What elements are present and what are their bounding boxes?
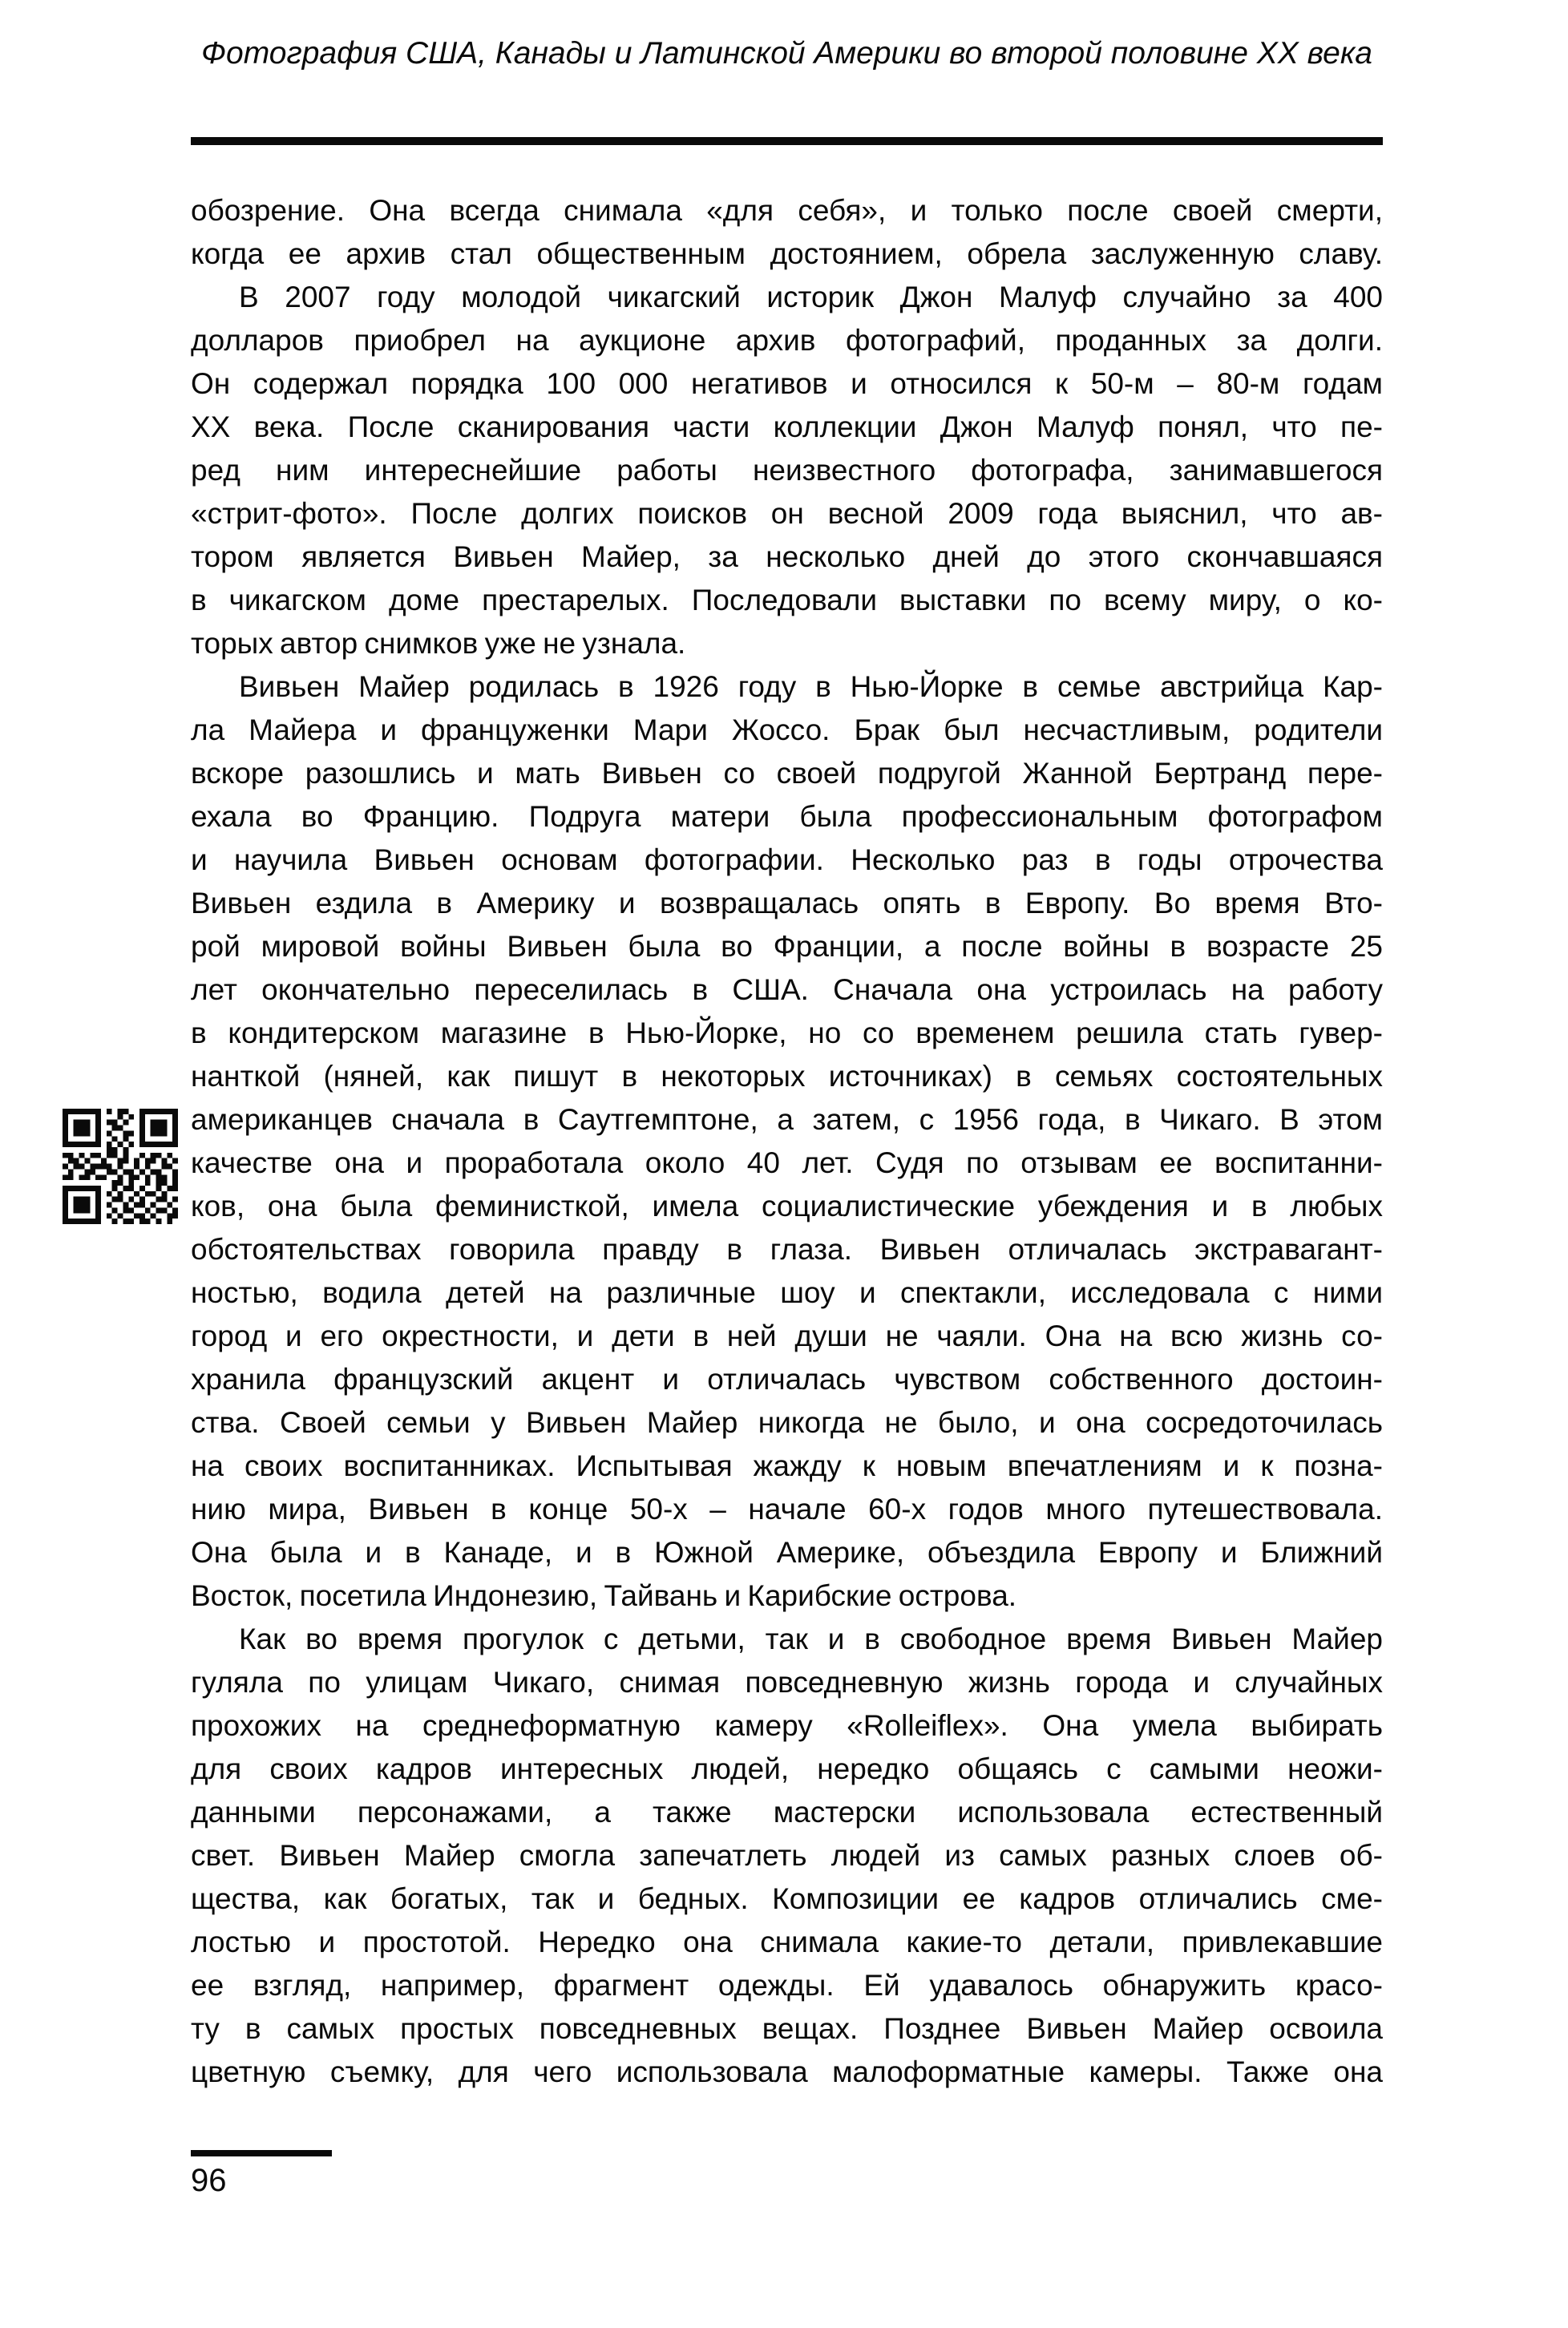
text-line: В 2007 году молодой чикагский историк Джон Малуф случайно за 400	[239, 281, 1383, 313]
text-line: торых автор снимков уже не узнала.	[191, 627, 686, 660]
text-line: Он содержал порядка 100 000 негативов и относился к 50-м – 80-м годам	[191, 367, 1383, 400]
header-rule	[191, 137, 1383, 145]
text-line: Вивьен ездила в Америку и возвращалась опять в Европу. Во время Вто-	[191, 887, 1383, 919]
text-line: ехала во Францию. Подруга матери была профессиональным фотографом	[191, 800, 1383, 833]
text-line: рой мировой войны Вивьен была во Франции, а после войны в возрасте 25	[191, 930, 1383, 963]
text-line: нанткой (няней, как пишут в некоторых источниках) в семьях состоятельных	[191, 1060, 1383, 1093]
text-line: свет. Вивьен Майер смогла запечатлеть людей из самых разных слоев об-	[191, 1839, 1383, 1872]
text-line: Она была и в Канаде, и в Южной Америке, объездила Европу и Ближний	[191, 1536, 1383, 1569]
footer-rule	[191, 2150, 332, 2156]
running-header: Фотография США, Канады и Латинской Америки во второй половине XX века	[201, 36, 1372, 71]
text-line: прохожих на среднеформатную камеру «Rolleiflex». Она умела выбирать	[191, 1709, 1383, 1742]
text-line: данными персонажами, а также мастерски использовала естественный	[191, 1796, 1383, 1829]
text-line: Восток, посетила Индонезию, Тайвань и Карибские острова.	[191, 1579, 1017, 1612]
text-line: ту в самых простых повседневных вещах. Позднее Вивьен Майер освоила	[191, 2012, 1383, 2045]
page-number: 96	[191, 2163, 227, 2198]
text-line: в кондитерском магазине в Нью-Йорке, но со временем решила стать гувер-	[191, 1016, 1383, 1049]
text-line: ла Майера и француженки Мари Жоссо. Брак был несчастливым, родители	[191, 713, 1383, 746]
text-line: щества, как богатых, так и бедных. Композиции ее кадров отличались сме-	[191, 1882, 1383, 1915]
text-line: лостью и простотой. Нередко она снимала какие-то детали, привлекавшие	[191, 1926, 1383, 1958]
text-line: для своих кадров интересных людей, нередко общаясь с самыми неожи-	[191, 1752, 1383, 1785]
text-line: цветную съемку, для чего использовала малоформатные камеры. Также она	[191, 2055, 1383, 2088]
text-line: Вивьен Майер родилась в 1926 году в Нью-Йорке в семье австрийца Кар-	[239, 670, 1383, 703]
text-line: на своих воспитанниках. Испытывая жажду к новым впечатлениям и к позна-	[191, 1449, 1383, 1482]
text-line: Как во время прогулок с детьми, так и в свободное время Вивьен Майер	[239, 1623, 1383, 1655]
text-line: обстоятельствах говорила правду в глаза. Вивьен отличалась экстравагант-	[191, 1233, 1383, 1266]
text-line: тором является Вивьен Майер, за несколько дней до этого скончавшаяся	[191, 540, 1383, 573]
body-text	[191, 189, 1383, 2094]
text-line: качестве она и проработала около 40 лет. Судя по отзывам ее воспитанни-	[191, 1146, 1383, 1179]
text-line: ков, она была феминисткой, имела социалистические убеждения и в любых	[191, 1190, 1383, 1223]
text-line: лет окончательно переселилась в США. Сначала она устроилась на работу	[191, 973, 1383, 1006]
text-line: обозрение. Она всегда снимала «для себя», и только после своей смерти,	[191, 194, 1383, 227]
text-line: долларов приобрел на аукционе архив фотографий, проданных за долги.	[191, 324, 1383, 357]
text-line: нию мира, Вивьен в конце 50-х – начале 60-х годов много путешествовала.	[191, 1493, 1383, 1526]
text-line: город и его окрестности, и дети в ней души не чаяли. Она на всю жизнь со-	[191, 1320, 1383, 1352]
text-line: ства. Своей семьи у Вивьен Майер никогда не было, и она сосредоточилась	[191, 1406, 1383, 1439]
text-line: «стрит-фото». После долгих поисков он весной 2009 года выяснил, что ав-	[191, 497, 1383, 530]
text-line: ее взгляд, например, фрагмент одежды. Ей удавалось обнаружить красо-	[191, 1969, 1383, 2002]
text-line: вскоре разошлись и мать Вивьен со своей подругой Жанной Бертранд пере-	[191, 757, 1383, 790]
text-line: американцев сначала в Саутгемптоне, а затем, с 1956 года, в Чикаго. В этом	[191, 1103, 1383, 1136]
text-line: когда ее архив стал общественным достоянием, обрела заслуженную славу.	[191, 237, 1383, 270]
text-line: и научила Вивьен основам фотографии. Несколько раз в годы отрочества	[191, 843, 1383, 876]
text-line: ред ним интереснейшие работы неизвестного фотографа, занимавшегося	[191, 454, 1383, 487]
text-line: хранила французский акцент и отличалась чувством собственного достоин-	[191, 1363, 1383, 1396]
text-line: в чикагском доме престарелых. Последовали выставки по всему миру, о ко-	[191, 584, 1383, 616]
text-line: ностью, водила детей на различные шоу и спектакли, исследовала с ними	[191, 1276, 1383, 1309]
qr-code-icon	[63, 1109, 178, 1224]
text-line: XX века. После сканирования части коллекции Джон Малуф понял, что пе-	[191, 410, 1383, 443]
text-line: гуляла по улицам Чикаго, снимая повседневную жизнь города и случайных	[191, 1666, 1383, 1699]
